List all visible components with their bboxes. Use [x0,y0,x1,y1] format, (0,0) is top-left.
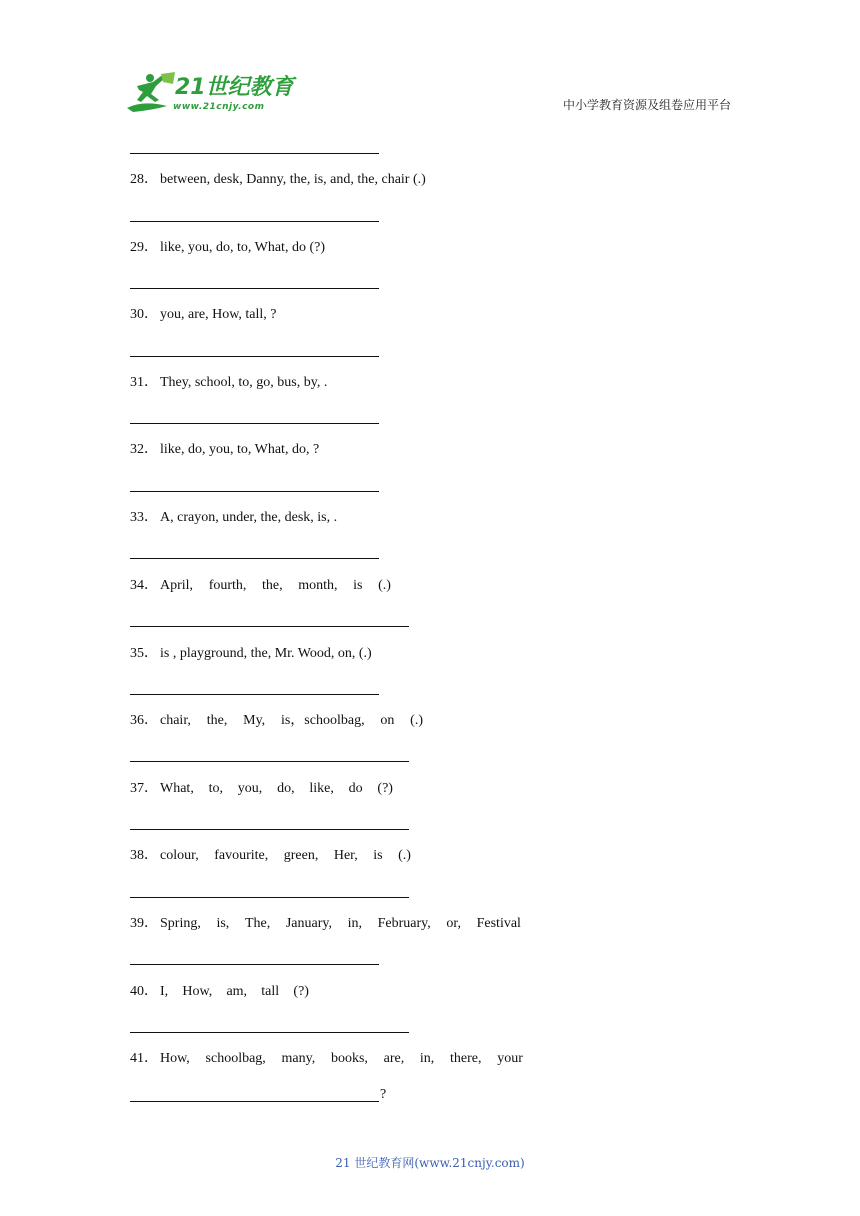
question-text: between, desk, Danny, the, is, and, the, chair (.) [160,172,426,187]
answer-line [130,423,379,424]
answer-line [130,964,379,965]
word: in, [419,1051,435,1066]
question-words [160,712,423,730]
question-41 [130,1050,523,1068]
question-text: like, you, do, to, What, do (?) [160,240,325,255]
word: or, [446,916,461,931]
answer-line [130,153,379,154]
word: the, [206,713,228,728]
question-words [160,847,411,865]
word: your [497,1051,523,1066]
answer-line [130,288,379,289]
logo-wordmark: 21世纪教育 [175,75,294,100]
word: fourth, [208,578,247,593]
answer-line [130,626,409,627]
question-number: 35． [130,646,158,661]
question-number: 37． [130,781,158,796]
answer-line [130,221,379,222]
trailing-question-mark: ? [380,1087,387,1102]
word: How, [182,984,213,999]
word: month, [298,578,338,593]
answer-line [130,491,379,492]
question-text: They, school, to, go, bus, by, . [160,375,328,390]
word: is [353,578,363,593]
question-37 [130,780,393,798]
word: you, [237,781,263,796]
header-divider [123,120,731,121]
word: to, [208,781,223,796]
answer-line [130,558,379,559]
question-text: is , playground, the, Mr. Wood, on, (.) [160,646,372,661]
word: (.) [398,848,411,863]
word: are, [383,1051,405,1066]
word: What, [160,781,194,796]
word: The, [244,916,271,931]
word: the, [262,578,283,593]
question-29 [130,239,325,257]
question-number: 40． [130,984,158,999]
site-logo [123,70,293,116]
word: Festival [476,916,521,931]
question-number: 41． [130,1051,158,1066]
runner-logo-icon [123,70,179,114]
word: do [348,781,363,796]
word: books, [330,1051,368,1066]
word: My, [243,713,266,728]
question-34 [130,577,391,595]
question-number: 29． [130,240,158,255]
word: do, [277,781,295,796]
question-words [160,1050,523,1068]
question-32 [130,441,319,459]
word: schoolbag, [205,1051,266,1066]
question-35 [130,645,372,663]
question-words [160,983,309,1001]
word: there, [450,1051,482,1066]
answer-line [130,761,409,762]
answer-line [130,356,379,357]
word: (.) [410,713,423,728]
question-28 [130,171,426,189]
question-38 [130,847,411,865]
word: colour, [160,848,199,863]
word: chair, [160,713,191,728]
word: (.) [378,578,391,593]
answer-line [130,829,409,830]
answer-line [130,897,409,898]
question-number: 34． [130,578,158,593]
question-36 [130,712,423,730]
answer-line [130,1101,379,1102]
question-40 [130,983,309,1001]
footer-source: 21 世纪教育网(www.21cnjy.com) [335,1156,525,1170]
question-number: 32． [130,442,158,457]
question-31 [130,374,327,392]
word: How, [160,1051,190,1066]
question-text: you, are, How, tall, ? [160,307,277,322]
word: green, [283,848,319,863]
word: April, [160,578,194,593]
word: tall [261,984,280,999]
word: is, [216,916,230,931]
word: January, [285,916,332,931]
word: Spring, [160,916,201,931]
question-39 [130,915,521,933]
word: February, [377,916,431,931]
logo-url: www.21cnjy.com [173,102,265,112]
word: on [380,713,395,728]
question-number: 36． [130,713,158,728]
answer-line [130,694,379,695]
word: many, [281,1051,316,1066]
word: is [373,848,383,863]
word: I, [160,984,169,999]
question-30 [130,306,277,324]
word: (?) [293,984,309,999]
question-number: 39． [130,916,158,931]
answer-line [130,1032,409,1033]
word: in, [347,916,362,931]
question-number: 28． [130,172,158,187]
word: is，schoolbag, [280,713,365,728]
word: am, [226,984,248,999]
word: like, [309,781,334,796]
word: Her, [333,848,358,863]
question-text: A, crayon, under, the, desk, is, . [160,510,338,525]
question-number: 30． [130,307,158,322]
question-text: like, do, you, to, What, do, ? [160,442,320,457]
platform-tagline: 中小学教育资源及组卷应用平台 [562,98,731,112]
question-number: 38． [130,848,158,863]
question-33 [130,509,337,527]
question-words [160,780,393,798]
question-number: 33． [130,510,158,525]
word: (?) [377,781,393,796]
question-words [160,915,521,933]
word: favourite, [214,848,269,863]
question-words [160,577,391,595]
question-number: 31． [130,375,158,390]
